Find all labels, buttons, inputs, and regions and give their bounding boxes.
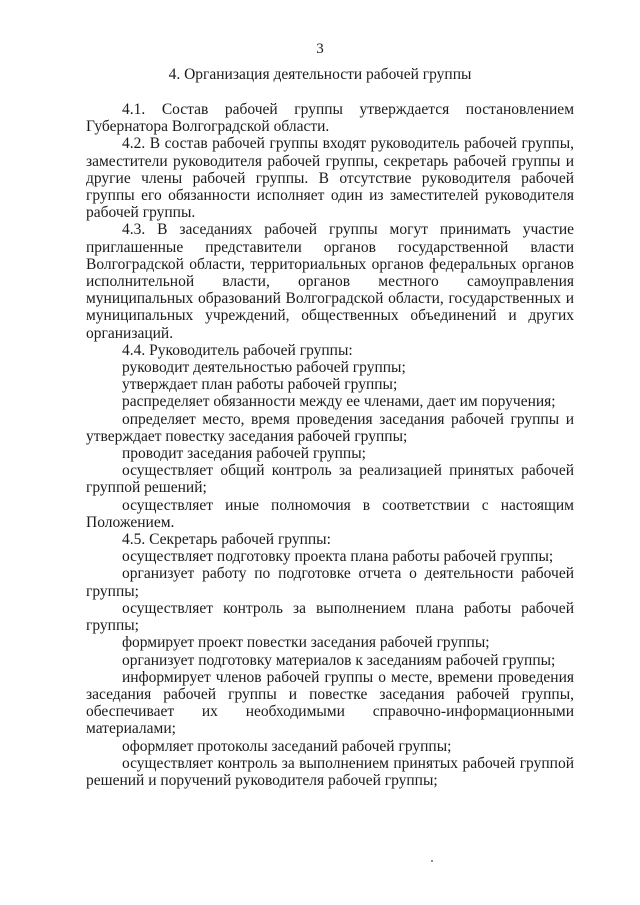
list-item: распределяет обязанности между ее членами, дает им поручения; — [122, 393, 556, 411]
list-item: оформляет протоколы заседаний рабочей группы; — [122, 737, 452, 755]
list-item: руководит деятельностью рабочей группы; — [122, 359, 406, 377]
scan-artifact — [431, 860, 433, 862]
list-item: организует подготовку материалов к заседаниям рабочей группы; — [122, 651, 556, 669]
paragraph-4-2: 4.2. В состав рабочей группы входят руководитель рабочей группы, заместители руководителя рабочей группы, секретарь рабочей группы и другие члены рабочей группы. В отсутствие руководителя рабочей группы его обязанности исполняет один из заместителей руководителя рабочей группы. — [86, 135, 574, 222]
paragraph-4-5-title: 4.5. Секретарь рабочей группы: — [122, 531, 331, 549]
list-item: проводит заседания рабочей группы; — [122, 445, 366, 463]
list-item: осуществляет подготовку проекта плана работы рабочей группы; — [122, 548, 554, 566]
paragraph-4-4-title: 4.4. Руководитель рабочей группы: — [122, 341, 353, 359]
page-number: 3 — [316, 41, 324, 57]
section-heading: 4. Организация деятельности рабочей группы — [168, 66, 472, 83]
document-body — [86, 101, 574, 789]
list-item: определяет место, время проведения заседания рабочей группы и утверждает повестку заседания рабочей группы; — [86, 410, 574, 445]
list-item: утверждает план работы рабочей группы; — [122, 376, 398, 394]
paragraph-4-1: 4.1. Состав рабочей группы утверждается постановлением Губернатора Волгоградской области. — [86, 101, 574, 136]
list-item: осуществляет контроль за выполнением плана работы рабочей группы; — [86, 599, 574, 635]
paragraph-4-3: 4.3. В заседаниях рабочей группы могут принимать участие приглашенные представители органов государственной власти Волгоградской области, территориальных органов федеральных органов исполнительной власти, органов местного самоуправления муниципальных образований Волгоградской области, государственных и муниципальных учреждений, общественных объединений и других организаций. — [86, 221, 574, 342]
list-item: осуществляет иные полномочия в соответствии с настоящим Положением. — [86, 496, 574, 531]
list-item: осуществляет общий контроль за реализацией принятых рабочей группой решений; — [86, 462, 574, 497]
list-item: информирует членов рабочей группы о месте, времени проведения заседания рабочей группы и повестке заседания рабочей группы, обеспечивает их необходимыми справочно-информационными материалами; — [86, 668, 574, 738]
list-item: формирует проект повестки заседания рабочей группы; — [122, 634, 490, 652]
list-item: осуществляет контроль за выполнением принятых рабочей группой решений и поручений руководителя рабочей группы; — [86, 754, 574, 789]
list-item: организует работу по подготовке отчета о деятельности рабочей группы; — [86, 565, 574, 600]
